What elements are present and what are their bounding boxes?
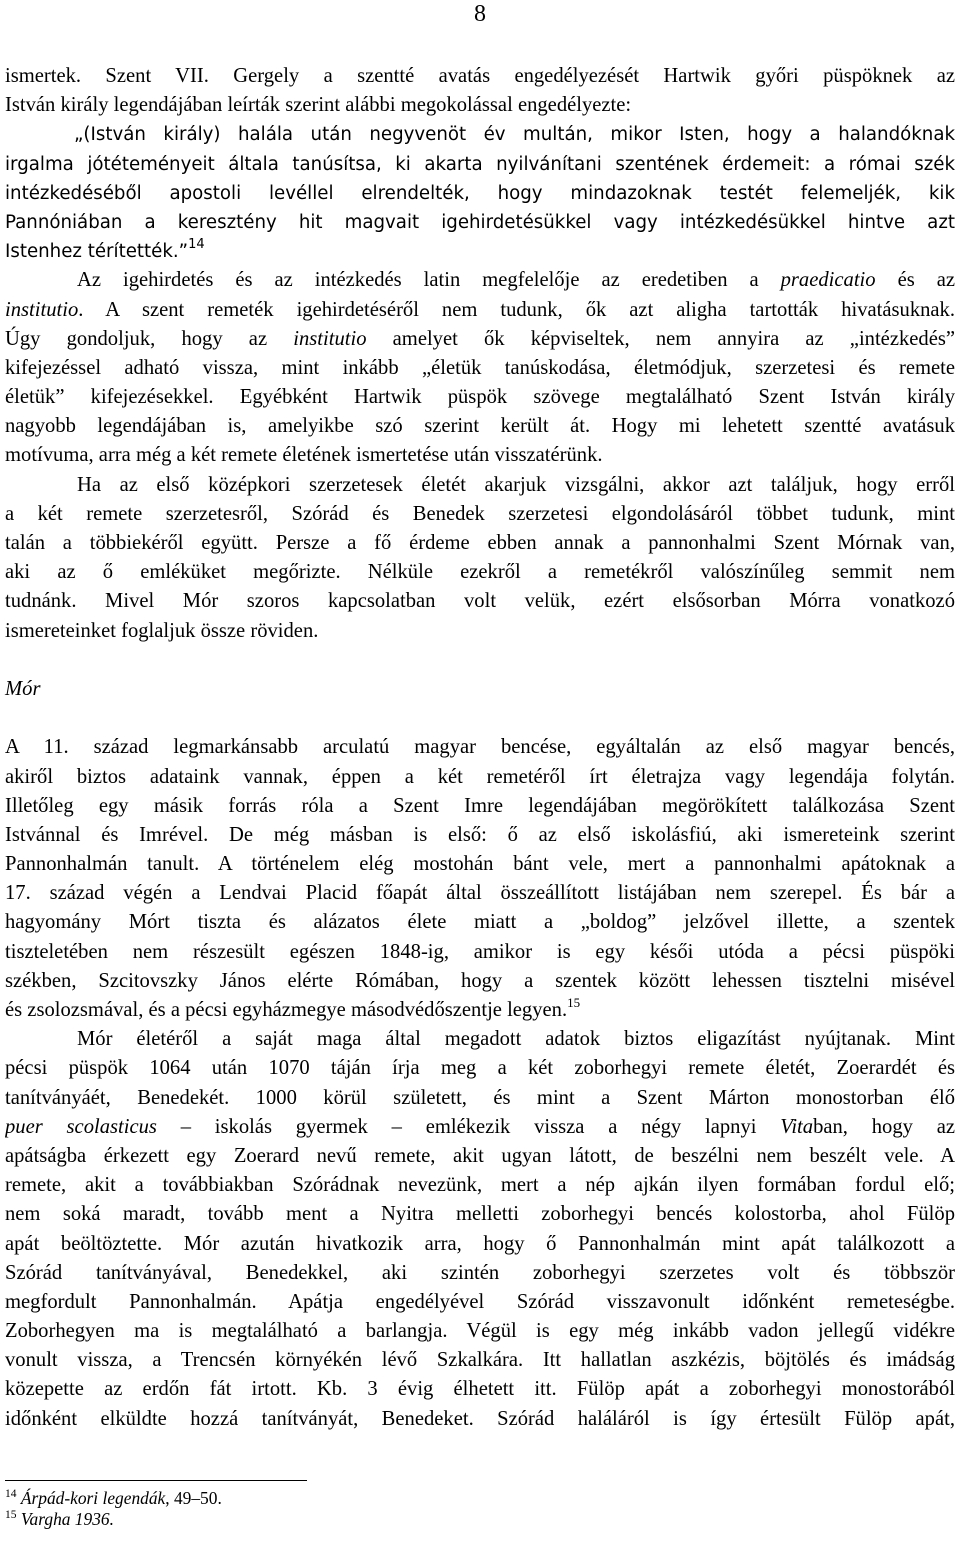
text-line: nagyobb legendájában is, amelyikbe szó szerint került át. Hogy mi lehetett szentté avatásuk xyxy=(5,415,955,438)
text-line: és zsolozsmával, és a pécsi egyházmegye másodvédőszentje legyen.$^{15}$ xyxy=(5,995,581,1021)
text-line: nem soká maradt, tovább ment a Nyitra melletti zoborhegyi bencés kolostorba, ahol Fülöp xyxy=(5,1203,955,1226)
text-line: Az igehirdetés és az intézkedés latin megfelelője az eredetiben a praedicatio és az xyxy=(77,269,955,292)
text-line: István király legendájában leírták szerint alábbi megokolással engedélyezte: xyxy=(5,94,632,117)
text-line: A 11. század legmarkánsabb arculatú magyar bencése, egyáltalán az első magyar bencés, xyxy=(5,736,955,759)
text-line: Illetőleg egy másik forrás róla a Szent Imre legendájában megörökített találkozása Szent xyxy=(5,794,955,817)
footnotes xyxy=(5,1488,605,1530)
text-line: vonult vissza, a Trencsén környékén lévő Szkalkára. Itt hallatlan aszkézis, böjtölés és imádság xyxy=(5,1349,955,1372)
text-line: institutio. A szent remeték igehirdetéséről nem tudunk, ők azt aligha tartották hivatásuknak. xyxy=(5,298,955,321)
footnote-number: 14 xyxy=(5,1488,17,1500)
text-line xyxy=(5,646,955,675)
text-line: kifejezéssel adható vissza, mint inkább „életük tanúskodása, életmódjuk, szerzetesi és remete xyxy=(5,356,955,379)
text-line: Zoborhegyen ma is megtalálható a barlangja. Végül is egy még inkább vadon jellegű vidékre xyxy=(5,1320,955,1343)
text-line: puer scolasticus – iskolás gyermek – emlékezik vissza a négy lapnyi Vitaban, hogy az xyxy=(5,1115,955,1138)
body-text xyxy=(5,62,955,1434)
text-line: pécsi püspök 1064 után 1070 táján írja meg a két zoborhegyi remete életét, Zoerardét és xyxy=(5,1057,955,1080)
text-line: Úgy gondoljuk, hogy az institutio amelyet ők képviseltek, nem annyira az „intézkedés” xyxy=(5,327,955,350)
text-line: motívuma, arra még a két remete életének ismertetése után visszatérünk. xyxy=(5,444,603,467)
footnote-14 xyxy=(5,1488,605,1509)
text-line: Ha az első középkori szerzetesek életét akarjuk vizsgálni, akkor azt találjuk, hogy erről xyxy=(77,473,955,496)
footnote-number: 15 xyxy=(5,1509,17,1521)
text-line: apátságba érkezett egy Zoerard nevű remete, akit ugyan látott, de beszélni nem beszélt vele. A xyxy=(5,1144,955,1167)
section-heading: Mór xyxy=(5,677,41,700)
text-line: időnként elküldte hozzá tanítványát, Benedeket. Szórád haláláról is így értesült Fülöp apát, xyxy=(5,1407,955,1430)
footnote-ref: 14 xyxy=(188,237,205,253)
page-number: 8 xyxy=(474,1,486,27)
footnote-text: Vargha 1936. xyxy=(20,1509,114,1529)
text-line: székben, Szcitovszky János elérte Rómában, hogy a szentek között lehessen tisztelni misével xyxy=(5,969,955,992)
text-line: ismertek. Szent VII. Gergely a szentté avatás engedélyezését Hartwik győri püspöknek az xyxy=(5,65,955,87)
text-line: közepette az erdőn fát irtott. Kb. 3 évig élhetett itt. Fülöp apát a zoborhegyi monostorából xyxy=(5,1378,955,1401)
text-line: irgalma jótéteményeit általa tanúsítsa, ki akarta nyilvánítani szentének érdemeit: a római szék xyxy=(5,153,955,175)
text-line: Pannonhalmán tanult. A történelem elég mostohán bánt vele, mert a pannonhalmi apátoknak a xyxy=(5,853,955,876)
text-line xyxy=(5,704,955,733)
text-line: Szórád tanítványával, Benedekkel, aki szintén zoborhegyi szerzetes volt és többször xyxy=(5,1261,955,1284)
text-line: Istvánnal és Imrével. De még másban is első: ő az első iskolásfiú, aki ismereteink szerint xyxy=(5,823,955,846)
text-line: Pannóniában a keresztény hit magvait igehirdetésükkel vagy intézkedésükkel hintve azt xyxy=(5,211,955,233)
text-line: apát beöltöztette. Mór azután hivatkozik arra, hogy ő Pannonhalmán mint apát találkozott a xyxy=(5,1232,955,1255)
text-line: 17. század végén a Lendvai Placid főapát által összeállított listájában nem szerepel. És bár a xyxy=(5,882,955,905)
footnote-ref: 15 xyxy=(567,995,581,1010)
text-line: Mór életéről a saját maga által megadott adatok biztos eligazítást nyújtanak. Mint xyxy=(77,1028,955,1051)
text-line: hagyomány Mórt tiszta és alázatos élete miatt a „boldog” jelzővel illette, a szentek xyxy=(5,911,955,934)
text-line: tudnánk. Mivel Mór szoros kapcsolatban volt velük, ezért elsősorban Mórra vonatkozó xyxy=(5,590,955,613)
text-line: életük” kifejezésekkel. Egyébként Hartwik püspök szövege megtalálható Szent István király xyxy=(5,386,955,409)
text-line: a két remete szerzetesről, Szórád és Benedek szerzetesi elgondolásáról többet tudunk, mint xyxy=(5,502,955,525)
text-line: ismereteinket foglaljuk össze röviden. xyxy=(5,619,319,642)
footnote-15 xyxy=(5,1509,605,1530)
text-line: intézkedéséből apostoli levéllel elrendelték, hogy mindazoknak testét felemeljék, kik xyxy=(5,182,955,204)
footnote-text: Árpád-kori legendák, 49–50. xyxy=(20,1488,222,1508)
footnote-separator xyxy=(5,1480,307,1481)
text-line: tanítványáét, Benedekét. 1000 körül született, és mint a Szent Márton monostorban élő xyxy=(5,1086,955,1109)
text-line: remete, akit a továbbiakban Szórádnak nevezünk, mert a nép ajkán ilyen formában fordul elő; xyxy=(5,1174,955,1197)
text-line: tiszteletében nem részesült egészen 1848-ig, amikor is egy késői utóda a pécsi püspöki xyxy=(5,940,955,963)
text-line: talán a többiekéről együtt. Persze a fő érdeme ebben annak a pannonhalmi Szent Mórnak van, xyxy=(5,532,955,554)
text-line: „(István király) halála után negyvenöt év multán, mikor Isten, hogy a halandóknak xyxy=(74,124,955,146)
text-line: megfordult Pannonhalmán. Apátja engedélyével Szórád visszavonult időnként remeteségbe. xyxy=(5,1290,955,1313)
text-line: Istenhez térítették.”$^{14}$ xyxy=(5,237,205,263)
text-line: akiről biztos adataink vannak, éppen a két remetéről írt életrajza vagy legendája folytán. xyxy=(5,765,955,788)
text-line: aki az ő emléküket megőrizte. Nélküle ezekről a remetékről valószínűleg semmit nem xyxy=(5,561,955,584)
